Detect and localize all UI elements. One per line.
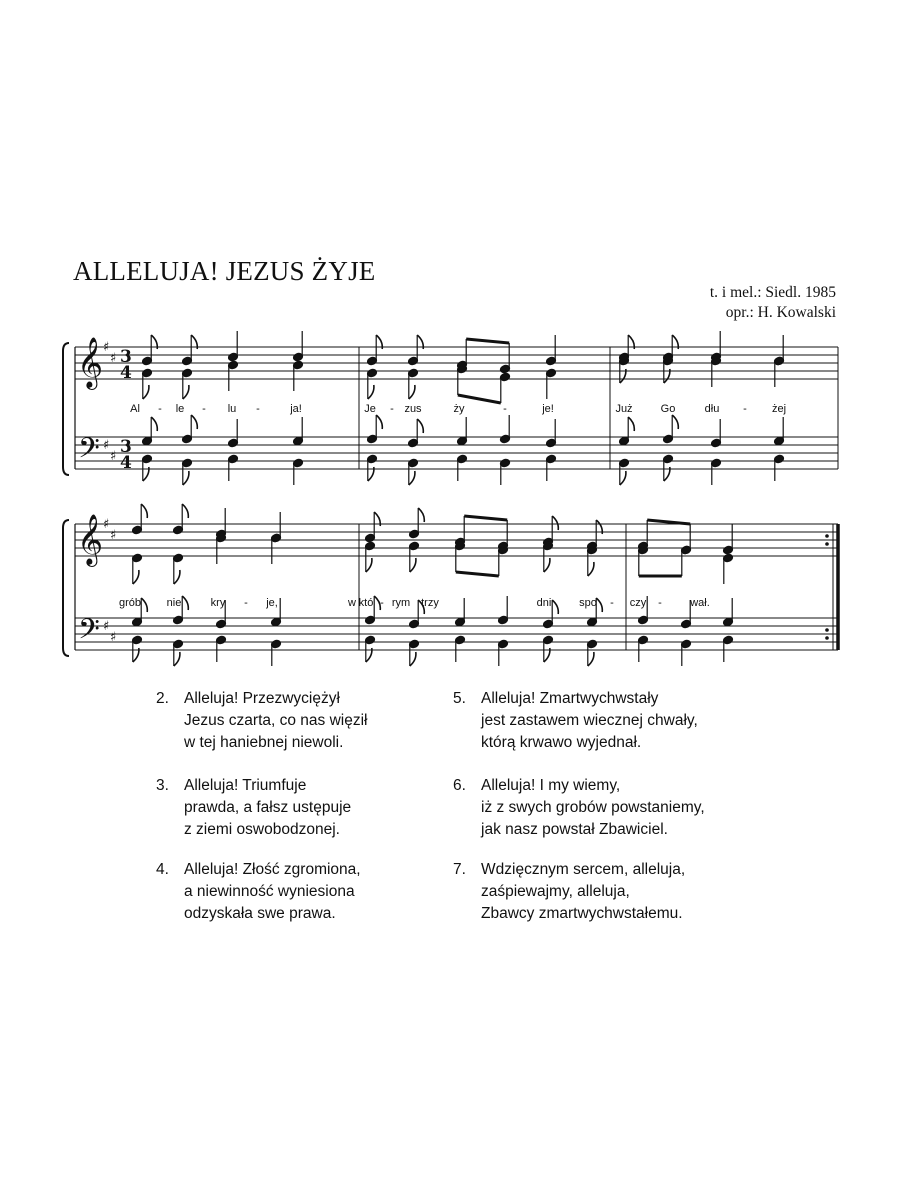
note-beam	[466, 339, 509, 343]
sharp-icon: ♯	[110, 528, 117, 543]
lyric-syllable: -	[743, 403, 747, 415]
repeat-dot	[825, 636, 829, 640]
treble-clef-icon: 𝄞	[77, 514, 104, 565]
verse-number: 6.	[453, 777, 466, 794]
note-flag	[376, 415, 382, 429]
verse-line: Alleluja! Przezwyciężył	[184, 690, 340, 707]
bass-clef-icon: 𝄢	[78, 613, 100, 653]
lyric-syllable: -	[380, 597, 384, 609]
lyric-syllable: wał.	[690, 597, 710, 609]
time-signature-top: 3	[120, 347, 132, 367]
note-flag	[409, 385, 415, 399]
sharp-icon: ♯	[103, 517, 110, 532]
lyric-syllable: zus	[404, 403, 422, 415]
sharp-icon: ♯	[110, 449, 117, 464]
note-flag	[151, 417, 157, 431]
lyric-syllable: -	[610, 597, 614, 609]
time-signature-top: 3	[120, 437, 132, 457]
lyric-syllable: Już	[615, 403, 633, 415]
lyric-syllable: Je	[364, 403, 376, 415]
verse-number: 7.	[453, 861, 466, 878]
verse-number: 2.	[156, 690, 169, 707]
lyric-syllable: kry	[210, 597, 226, 609]
lyric-syllable: -	[158, 403, 162, 415]
verse-line: iż z swych grobów powstaniemy,	[481, 799, 705, 816]
note-flag	[182, 504, 188, 518]
note-flag	[620, 471, 626, 485]
system-brace	[63, 520, 69, 656]
repeat-dot	[825, 628, 829, 632]
note-flag	[174, 570, 180, 584]
verse-number: 3.	[156, 777, 169, 794]
note-flag	[366, 558, 372, 572]
verse-line: prawda, a fałsz ustępuje	[184, 799, 352, 816]
verse-number: 4.	[156, 861, 169, 878]
repeat-dot	[825, 542, 829, 546]
bass-clef-icon: 𝄢	[78, 432, 100, 472]
note-beam	[456, 572, 499, 576]
sharp-icon: ♯	[110, 630, 117, 645]
lyric-syllable: -	[202, 403, 206, 415]
note-flag	[191, 415, 197, 429]
note-flag	[368, 385, 374, 399]
note-flag	[596, 598, 602, 612]
lyric-syllable: rym	[391, 597, 411, 609]
lyric-syllable: żej	[771, 403, 787, 415]
verse-line: jak nasz powstał Zbawiciel.	[481, 821, 668, 838]
lyric-syllable: -	[658, 597, 662, 609]
sharp-icon: ♯	[103, 438, 110, 453]
note-flag	[588, 652, 594, 666]
note-flag	[672, 415, 678, 429]
verse-line: Jezus czarta, co nas więził	[184, 712, 368, 729]
sharp-icon: ♯	[110, 351, 117, 366]
verse-line: z ziemi oswobodzonej.	[184, 821, 340, 838]
verse-line: a niewinność wyniesiona	[184, 883, 355, 900]
verse-line: jest zastawem wiecznej chwały,	[481, 712, 698, 729]
lyric-syllable: -	[390, 403, 394, 415]
lyric-syllable: je!	[542, 403, 554, 415]
lyric-syllable: dłu	[704, 403, 720, 415]
credits-arrangement: opr.: H. Kowalski	[725, 304, 836, 321]
note-flag	[174, 652, 180, 666]
note-flag	[133, 570, 139, 584]
lyric-syllable: ja!	[290, 403, 302, 415]
note-flag	[628, 417, 634, 431]
lyric-syllable: nie	[166, 597, 182, 609]
lyric-syllable: trzy	[421, 597, 439, 609]
note-flag	[418, 508, 424, 522]
lyric-syllable: spo	[579, 597, 597, 609]
note-beam	[458, 395, 501, 403]
note-flag	[409, 471, 415, 485]
verse-line: w tej haniebnej niewoli.	[184, 734, 344, 751]
lyric-syllable: le	[175, 403, 185, 415]
time-signature-bottom: 4	[120, 363, 132, 383]
sharp-icon: ♯	[103, 340, 110, 355]
system-brace	[63, 343, 69, 475]
sharp-icon: ♯	[103, 619, 110, 634]
note-flag	[417, 419, 423, 433]
note-flag	[552, 600, 558, 614]
lyric-syllable: Go	[660, 403, 676, 415]
note-flag	[143, 385, 149, 399]
verse-line: Zbawcy zmartwychwstałemu.	[481, 905, 683, 922]
repeat-dot	[825, 534, 829, 538]
lyric-syllable: czy	[629, 597, 647, 609]
verse-line: zaśpiewajmy, alleluja,	[481, 883, 630, 900]
treble-clef-icon: 𝄞	[77, 337, 104, 388]
lyric-syllable: grób	[118, 597, 142, 609]
lyric-syllable: je,	[266, 597, 278, 609]
note-beam	[464, 516, 507, 520]
note-flag	[544, 558, 550, 572]
verse-line: Alleluja! I my wiemy,	[481, 777, 621, 794]
lyric-syllable: w	[348, 597, 356, 609]
lyric-syllable: ży	[453, 403, 465, 415]
lyric-syllable: -	[244, 597, 248, 609]
note-flag	[182, 596, 188, 610]
note-flag	[183, 471, 189, 485]
verse-line: Alleluja! Triumfuje	[184, 777, 307, 794]
lyric-syllable: dni	[536, 597, 552, 609]
time-signature-bottom: 4	[120, 453, 132, 473]
lyric-syllable: Al	[130, 403, 140, 415]
note-flag	[588, 562, 594, 576]
note-beam	[647, 520, 690, 524]
note-flag	[410, 558, 416, 572]
lyric-syllable: lu	[227, 403, 237, 415]
lyric-syllable: któ	[358, 597, 374, 609]
note-flag	[141, 504, 147, 518]
verse-line: odzyskała swe prawa.	[184, 905, 336, 922]
lyric-syllable: -	[503, 403, 507, 415]
verse-line: Alleluja! Zmartwychwstały	[481, 690, 659, 707]
note-flag	[552, 516, 558, 530]
credits-text-melody: t. i mel.: Siedl. 1985	[709, 284, 836, 301]
note-flag	[141, 598, 147, 612]
verse-number: 5.	[453, 690, 466, 707]
verse-line: którą krwawo wyjednał.	[481, 734, 642, 751]
song-title: ALLELUJA! JEZUS ŻYJE	[73, 256, 376, 286]
lyric-syllable: -	[256, 403, 260, 415]
note-flag	[183, 385, 189, 399]
verse-line: Alleluja! Złość zgromiona,	[184, 861, 361, 878]
note-flag	[410, 652, 416, 666]
verse-line: Wdzięcznym sercem, alleluja,	[481, 861, 686, 878]
